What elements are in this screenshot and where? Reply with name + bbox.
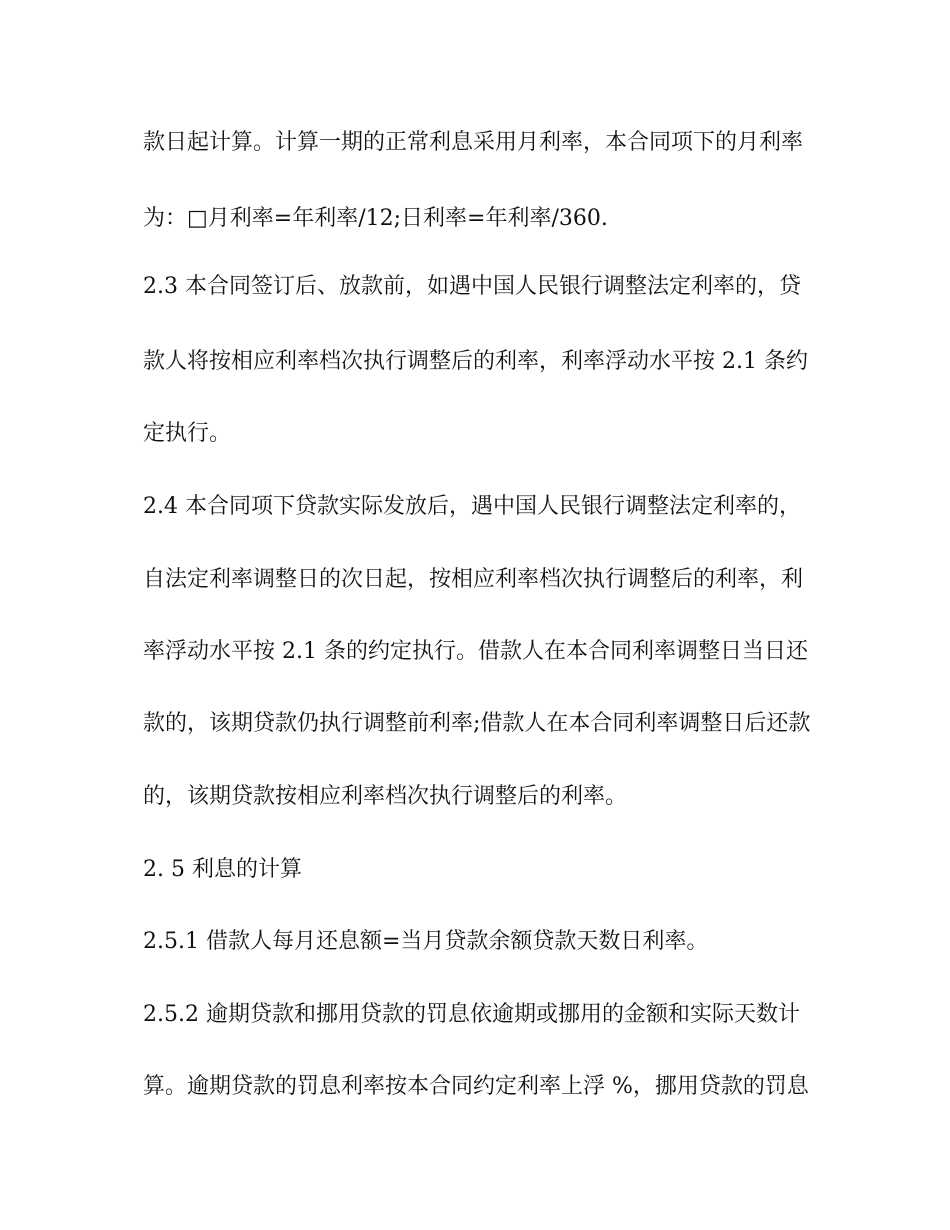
- text-line: 自法定利率调整日的次日起，按相应利率档次执行调整后的利率，利: [143, 567, 804, 592]
- text-line: 款人将按相应利率档次执行调整后的利率，利率浮动水平按 2.1 条约: [143, 349, 808, 374]
- text-line: 2.5.2 逾期贷款和挪用贷款的罚息依逾期或挪用的金额和实际天数计: [143, 1002, 800, 1027]
- text-line: 定执行。: [143, 421, 232, 446]
- text-line: 2.5.1 借款人每月还息额=当月贷款余额贷款天数日利率。: [143, 929, 709, 954]
- text-line: 款日起计算。计算一期的正常利息采用月利率，本合同项下的月利率: [143, 130, 804, 155]
- text-line: 率浮动水平按 2.1 条的约定执行。借款人在本合同利率调整日当日还: [143, 639, 808, 664]
- text-line: 2.4 本合同项下贷款实际发放后，遇中国人民银行调整法定利率的，: [143, 494, 801, 519]
- text-line: 款的，该期贷款仍执行调整前利率;借款人在本合同利率调整日后还款: [143, 711, 811, 736]
- section-heading: 2. 5 利息的计算: [143, 857, 302, 882]
- text-line: 为：□月利率=年利率/12;日利率=年利率/360.: [143, 206, 608, 231]
- text-line: 的，该期贷款按相应利率档次执行调整后的利率。: [143, 784, 628, 809]
- text-line: 算。逾期贷款的罚息利率按本合同约定利率上浮 %，挪用贷款的罚息: [143, 1074, 809, 1099]
- text-line: 2.3 本合同签订后、放款前，如遇中国人民银行调整法定利率的，贷: [143, 274, 801, 299]
